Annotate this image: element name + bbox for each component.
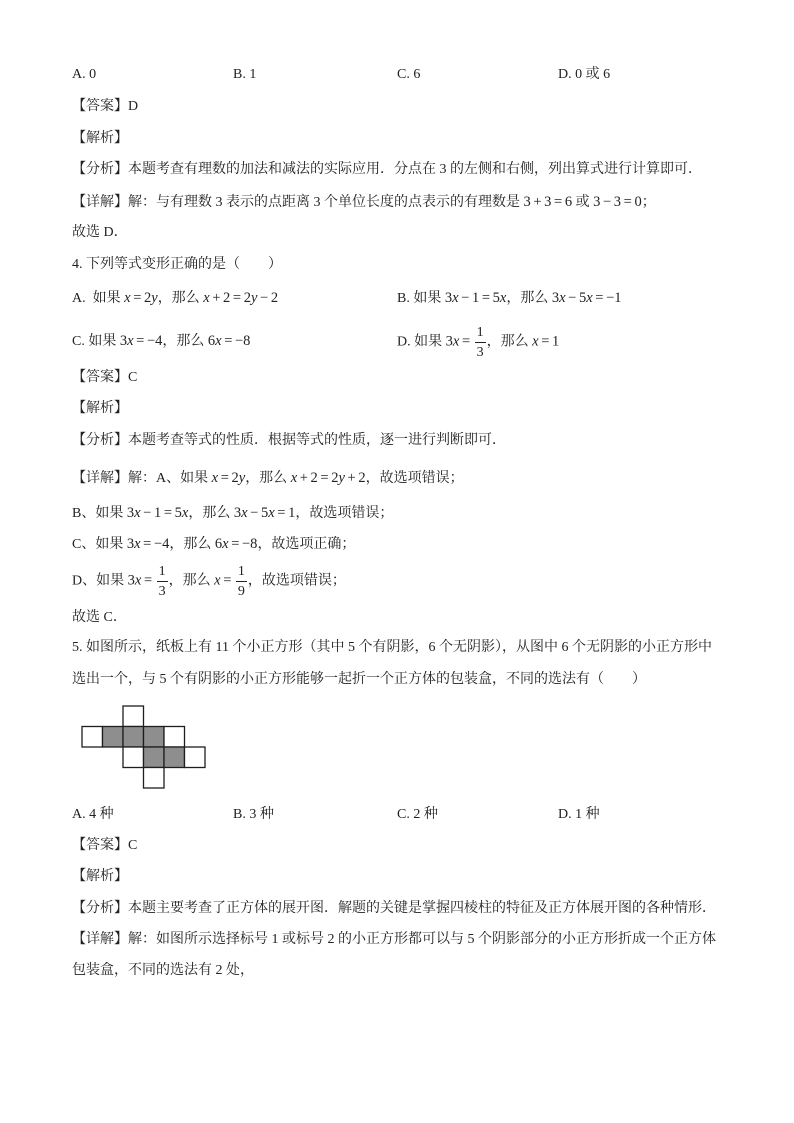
q4-detail-d-verdict: ，故选项错误； — [247, 573, 346, 589]
q4-conclusion: 故选 C． — [72, 610, 127, 625]
q4-option-a-then: ，那么 — [157, 291, 200, 306]
q3-fenxi: 【分析】本题考查有理数的加法和减法的实际应用．分点在 3 的左侧和右侧，列出算式进行计算即可． — [72, 162, 702, 177]
math-variable: y — [238, 470, 246, 486]
q4-option-d-condition-lhs: 3x = — [445, 333, 471, 350]
q4-option-d-then: ，那么 — [486, 334, 529, 350]
q4-detail-a — [72, 468, 464, 489]
q4-option-a-label: A. — [72, 291, 86, 306]
math-variable: x — [452, 290, 459, 306]
fraction-numerator: 1 — [157, 564, 168, 582]
q3-conclusion: 故选 D． — [72, 225, 128, 240]
figure-square-blank — [123, 747, 144, 768]
q4-detail-a-prefix: 【详解】解：A、如果 — [72, 471, 209, 486]
figure-square-blank — [82, 727, 103, 748]
q5-option-d: D. 1 种 — [558, 807, 600, 822]
q4-detail-a-result: x + 2 = 2y + 2 — [290, 470, 366, 486]
q4-detail-d — [72, 564, 346, 599]
q4-option-a-if: 如果 — [92, 291, 121, 306]
figure-square-shaded — [164, 747, 185, 768]
q4-detail-b-result: 3x − 5x = 1 — [233, 505, 296, 521]
q4-detail-b-condition: 3x − 1 = 5x — [126, 505, 189, 521]
q4-option-c — [72, 331, 250, 352]
fraction-denominator: 9 — [237, 584, 245, 599]
math-variable: x — [134, 572, 142, 589]
math-variable: x — [134, 536, 141, 552]
q5-option-a: A. 4 种 — [72, 807, 114, 822]
q4-detail-c-prefix: C、如果 — [72, 537, 124, 552]
q5-fenxi: 【分析】本题主要考查了正方体的展开图．解题的关键是掌握四棱柱的特征及正方体展开图的各种情形． — [72, 901, 716, 916]
q4-analysis-heading: 【解析】 — [72, 401, 128, 416]
math-variable: x — [211, 470, 219, 486]
figure-square-shaded — [144, 747, 165, 768]
q3-xiangjie-math-1: 3 + 3 = 6 — [523, 194, 573, 210]
q4-option-d-fraction — [475, 325, 486, 360]
q4-option-b-if: 如果 — [413, 291, 442, 306]
q4-detail-d-result-fraction — [236, 564, 247, 599]
q5-option-b: B. 3 种 — [233, 807, 274, 822]
figure-square-shaded — [103, 727, 124, 748]
math-variable: y — [338, 470, 345, 486]
q4-detail-d-prefix: D、如果 — [72, 573, 125, 589]
q3-option-d: D. 0 或 6 — [558, 67, 611, 82]
figure-square-blank — [123, 706, 144, 727]
q3-option-c: C. 6 — [397, 67, 421, 82]
q4-option-d-if: 如果 — [414, 334, 443, 350]
q4-option-d-label: D. — [397, 334, 411, 350]
figure-square-shaded — [144, 727, 165, 748]
math-variable: x — [127, 333, 134, 349]
q4-option-b-then: ，那么 — [506, 291, 549, 306]
q4-detail-d-condition-fraction — [157, 564, 168, 599]
q4-option-b — [397, 288, 622, 309]
math-variable: x — [215, 333, 222, 349]
q3-xiangjie-text: 【详解】解：与有理数 3 表示的点距离 3 个单位长度的点表示的有理数是 — [72, 195, 520, 210]
math-variable: x — [134, 505, 141, 521]
figure-square-shaded — [123, 727, 144, 748]
q5-option-c: C. 2 种 — [397, 807, 438, 822]
q4-option-c-label: C. — [72, 334, 85, 349]
math-variable: x — [214, 572, 221, 589]
q4-fenxi: 【分析】本题考查等式的性质．根据等式的性质，逐一进行判断即可． — [72, 433, 506, 448]
fraction-denominator: 3 — [476, 345, 484, 360]
q4-detail-b-then: ，那么 — [188, 506, 231, 521]
q4-option-c-if: 如果 — [88, 334, 117, 349]
q4-detail-a-then: ，那么 — [245, 471, 288, 486]
q4-option-b-condition: 3x − 1 = 5x — [444, 290, 507, 306]
q3-xiangjie — [72, 192, 656, 213]
q3-xiangjie-end: ； — [641, 195, 656, 210]
q3-option-a: A. 0 — [72, 67, 97, 82]
q4-detail-b-verdict: ，故选项错误； — [295, 506, 394, 521]
cube-net-figure — [81, 705, 209, 791]
math-variable: y — [250, 290, 258, 306]
q4-detail-c-result: 6x = −8 — [214, 536, 258, 552]
math-variable: x — [268, 505, 275, 521]
math-variable: x — [222, 536, 229, 552]
q5-answer: 【答案】C — [72, 838, 138, 853]
q4-detail-a-verdict: ，故选项错误； — [365, 471, 464, 486]
math-variable: x — [124, 290, 131, 306]
q4-option-a-result: x + 2 = 2y − 2 — [203, 290, 279, 306]
q5-analysis-heading: 【解析】 — [72, 869, 128, 884]
math-variable: x — [532, 333, 539, 350]
q4-option-b-result: 3x − 5x = −1 — [551, 290, 622, 306]
q4-answer: 【答案】C — [72, 370, 138, 385]
q5-stem-line-1: 5. 如图所示，纸板上有 11 个小正方形（其中 5 个有阴影，6 个无阴影），从图中 6 个无阴影的小正方形中 — [72, 640, 712, 655]
q3-xiangjie-or: 或 — [575, 195, 590, 210]
q3-answer: 【答案】D — [72, 99, 139, 114]
math-variable: x — [203, 290, 210, 306]
q4-option-b-label: B. — [397, 291, 410, 306]
math-variable: y — [151, 290, 158, 306]
fraction-numerator: 1 — [236, 564, 247, 582]
q4-detail-c — [72, 534, 355, 555]
math-variable: x — [499, 290, 507, 306]
fraction-numerator: 1 — [475, 325, 486, 343]
q4-option-c-then: ，那么 — [162, 334, 205, 349]
q4-detail-d-then: ，那么 — [168, 573, 211, 589]
math-variable: x — [290, 470, 298, 486]
math-variable: x — [181, 505, 189, 521]
q4-option-a — [72, 288, 278, 309]
q5-xiangjie-line-2: 包装盒，不同的选法有 2 处， — [72, 963, 254, 978]
q4-option-c-condition: 3x = −4 — [119, 333, 163, 349]
q4-detail-c-verdict: ，故选项正确； — [257, 537, 356, 552]
figure-square-blank — [144, 768, 165, 789]
math-variable: x — [241, 505, 248, 521]
q4-detail-d-condition-lhs: 3x = — [127, 572, 153, 589]
q4-option-a-condition: x = 2y — [124, 290, 158, 306]
q4-detail-c-then: ，那么 — [169, 537, 212, 552]
q4-detail-a-condition: x = 2y — [211, 470, 246, 486]
fraction-denominator: 3 — [158, 584, 166, 599]
q4-detail-b — [72, 503, 393, 524]
q4-option-c-result: 6x = −8 — [207, 333, 251, 349]
figure-square-blank — [164, 727, 185, 748]
math-variable: x — [586, 290, 593, 306]
figure-square-blank — [185, 747, 206, 768]
q4-stem: 4. 下列等式变形正确的是（ ） — [72, 257, 282, 272]
q4-detail-d-result-lhs: x = — [214, 572, 232, 589]
q4-detail-c-condition: 3x = −4 — [126, 536, 170, 552]
q5-stem-line-2: 选出一个，与 5 个有阴影的小正方形能够一起折一个正方体的包装盒，不同的选法有（ ） — [72, 672, 646, 687]
q3-xiangjie-math-2: 3 − 3 = 0 — [593, 194, 642, 210]
q3-analysis-heading: 【解析】 — [72, 131, 128, 146]
q4-detail-b-prefix: B、如果 — [72, 506, 124, 521]
q3-option-b: B. 1 — [233, 67, 257, 82]
q5-xiangjie-line-1: 【详解】解：如图所示选择标号 1 或标号 2 的小正方形都可以与 5 个阴影部分的小正方形折成一个正方体 — [72, 932, 716, 947]
q4-option-d — [397, 325, 559, 360]
math-variable: x — [452, 333, 460, 350]
math-variable: x — [559, 290, 566, 306]
q4-option-d-result: x = 1 — [532, 333, 560, 350]
